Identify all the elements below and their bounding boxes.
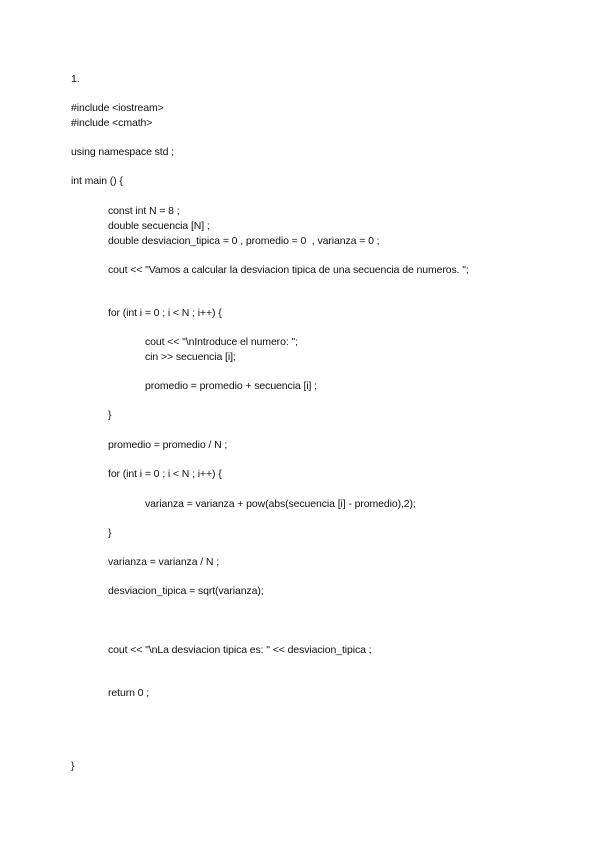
- code-line-varianza-div: varianza = varianza / N ;: [108, 556, 220, 568]
- code-line-promedio-div: promedio = promedio / N ;: [108, 439, 228, 451]
- code-line-varianza-sum: varianza = varianza + pow(abs(secuencia [i] - promedio),2);: [145, 498, 416, 510]
- code-line-double-secuencia: double secuencia [N] ;: [108, 220, 210, 232]
- code-line-double-vars: double desviacion_tipica = 0 , promedio = 0 , varianza = 0 ;: [108, 235, 380, 247]
- code-line-main-signature: int main () {: [71, 175, 123, 187]
- code-line-cin: cin >> secuencia [i];: [145, 351, 236, 363]
- code-line-cout-intro: cout << "Vamos a calcular la desviacion tipica de una secuencia de numeros. ";: [108, 264, 469, 276]
- exercise-number: 1.: [71, 73, 80, 85]
- code-line-include-iostream: #include <iostream>: [71, 102, 164, 114]
- code-line-close-brace-2: }: [108, 527, 112, 539]
- code-line-close-brace-1: }: [108, 409, 112, 421]
- code-line-cout-result: cout << "\nLa desviacion tipica es: " << desviacion_tipica ;: [108, 644, 372, 656]
- code-line-desviacion-sqrt: desviacion_tipica = sqrt(varianza);: [108, 585, 264, 597]
- code-line-const-n: const int N = 8 ;: [108, 205, 180, 217]
- code-line-return: return 0 ;: [108, 687, 150, 699]
- code-line-promedio-sum: promedio = promedio + secuencia [i] ;: [145, 380, 317, 392]
- code-line-close-brace-main: }: [71, 760, 75, 772]
- code-line-using-namespace: using namespace std ;: [71, 146, 174, 158]
- code-line-include-cmath: #include <cmath>: [71, 117, 153, 129]
- code-line-cout-prompt: cout << "\nIntroduce el numero: ";: [145, 336, 298, 348]
- code-line-for-loop-1: for (int i = 0 ; i < N ; i++) {: [108, 307, 222, 319]
- code-line-for-loop-2: for (int i = 0 ; i < N ; i++) {: [108, 468, 222, 480]
